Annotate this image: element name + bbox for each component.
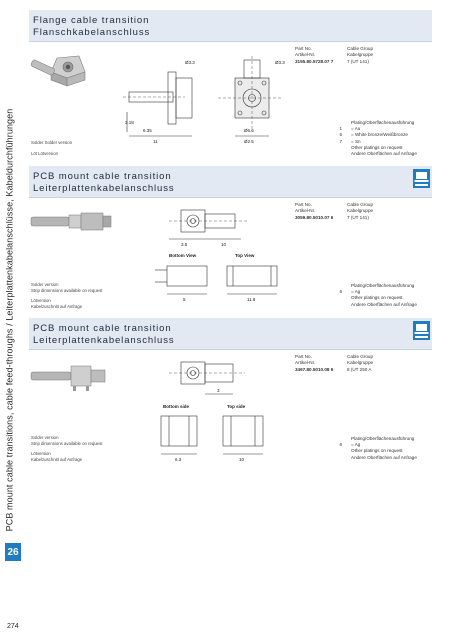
plating-text: Andere Oberflächen auf Anfrage <box>351 454 417 460</box>
note-line: Kabelzuschnitt auf Anfrage <box>31 304 83 310</box>
cable-group-label: Cable Group <box>347 202 374 207</box>
kabelgruppe-label: Kabelgruppe <box>347 52 374 58</box>
part-info-block <box>295 46 374 66</box>
plating-text: Other platings on request <box>351 295 403 301</box>
dimension-label: 3.5 <box>181 242 188 247</box>
plating-code: 7 <box>339 138 342 144</box>
part-number: 3467.80.5010.08 6 <box>295 367 334 373</box>
note-line: Strip dimensions available on request <box>31 441 103 447</box>
cable-group-label: Cable Group <box>347 46 374 51</box>
view-label: Bottom side <box>163 404 190 409</box>
note-line: Solder Solder version <box>31 140 73 145</box>
plating-text: = Ag <box>351 289 361 295</box>
artikel-label: Artikel-Nr. <box>295 208 316 214</box>
plating-text: Other platings on request <box>351 144 403 150</box>
cable-group-value: 7 (UT 141) <box>347 215 369 221</box>
plating-code: 5 <box>339 132 342 138</box>
section-title-en: Flange cable transition <box>33 15 150 26</box>
plating-text: Andere Oberflächen auf Anfrage <box>351 301 417 307</box>
section-title-en: PCB mount cable transition <box>33 323 172 334</box>
cable-group-label: Cable Group <box>347 354 374 359</box>
plating-code: 1 <box>339 126 342 132</box>
note-line: Löt Lötversion <box>31 151 58 157</box>
ul-certification-icon <box>413 321 430 340</box>
section-pcb-mount-2 <box>29 318 432 468</box>
note-line: Strip dimensions available on request <box>31 288 103 294</box>
dimension-label: Ø6.6 <box>244 128 254 133</box>
part-no-label: Part No. <box>295 354 312 359</box>
dimension-label: 6.3 <box>175 457 182 462</box>
section-title-de: Leiterplattenkabelanschluss <box>33 335 175 346</box>
dimension-label: 10 <box>239 457 245 462</box>
dimension-label: 3 <box>217 388 220 393</box>
plating-text: = White bronze/Weißbronze <box>351 132 408 138</box>
plating-code: 6 <box>339 442 342 448</box>
plating-text: = Sn <box>351 138 361 144</box>
cable-group-value: 8 (UT 250 A <box>347 367 372 373</box>
sidebar-chapter-title <box>2 110 16 530</box>
section-pcb-mount-1 <box>29 166 432 310</box>
part-no-label: Part No. <box>295 46 312 51</box>
dimension-label: 10 <box>221 242 227 247</box>
plating-text: Andere Oberflächen auf Anfrage <box>351 150 417 156</box>
view-label: Bottom View <box>169 253 197 258</box>
plating-text: = Au <box>351 126 361 132</box>
plating-text: Other platings on request <box>351 448 403 454</box>
sidebar-vertical-text: PCB mount cable transitions, cable feed-throughs / Leiterplattenkabelanschlüsse, Kabeldurchführungen <box>4 108 15 532</box>
artikel-label: Artikel-Nr. <box>295 360 316 366</box>
ul-certification-icon <box>413 169 430 188</box>
view-label: Top side <box>227 404 246 409</box>
product-photo <box>29 52 91 104</box>
section-title-en: PCB mount cable transition <box>33 171 172 182</box>
version-notes <box>31 282 102 310</box>
technical-drawing <box>129 204 299 304</box>
product-photo <box>29 360 109 392</box>
note-line: Kabelzuschnitt auf Anfrage <box>31 457 83 463</box>
version-notes <box>31 140 72 157</box>
part-info-block <box>295 354 374 374</box>
dimension-label: 11.8 <box>247 297 256 302</box>
plating-text: = Ag <box>351 442 361 448</box>
technical-drawing <box>123 52 298 148</box>
dimension-label: 5 <box>183 297 186 302</box>
dimension-label: Ø2.5 <box>244 139 254 144</box>
dimension-label: 6.35 <box>143 128 152 133</box>
note-line: Solder version <box>31 282 59 287</box>
note-line: Solder version <box>31 435 59 440</box>
section-flange-cable-transition <box>29 10 432 160</box>
artikel-label: Artikel-Nr. <box>295 52 316 58</box>
section-header <box>29 318 432 350</box>
dimension-label: Ø3.3 <box>275 60 285 65</box>
note-line: Lötversion <box>31 451 51 457</box>
dimension-label: Ø3.3 <box>185 60 195 65</box>
section-title-de: Flanschkabelanschluss <box>33 27 151 38</box>
dimension-label: 11 <box>153 139 158 144</box>
section-header <box>29 10 432 42</box>
kabelgruppe-label: Kabelgruppe <box>347 208 374 214</box>
plating-heading: Plating/Oberflächenausführung <box>351 283 415 288</box>
part-info-block <box>295 202 374 222</box>
plating-heading: Plating/Oberflächenausführung <box>351 120 415 125</box>
view-label: Top View <box>235 253 255 258</box>
version-notes <box>31 435 102 463</box>
part-number: 3155.80.5728.07 7 <box>295 59 334 65</box>
product-photo <box>29 208 113 236</box>
plating-code: 6 <box>339 289 342 295</box>
note-line: Lötversion <box>31 298 51 304</box>
page-number: 274 <box>7 623 19 630</box>
part-number: 3059.80.5010.07 6 <box>295 215 334 221</box>
chapter-number-tab: 26 <box>5 543 21 561</box>
section-title-de: Leiterplattenkabelanschluss <box>33 183 175 194</box>
section-header <box>29 166 432 198</box>
part-no-label: Part No. <box>295 202 312 207</box>
plating-heading: Plating/Oberflächenausführung <box>351 436 415 441</box>
kabelgruppe-label: Kabelgruppe <box>347 360 374 366</box>
cable-group-value: 7 (UT 141) <box>347 59 369 65</box>
technical-drawing <box>129 356 299 466</box>
dimension-label: 3.18 <box>125 120 134 125</box>
